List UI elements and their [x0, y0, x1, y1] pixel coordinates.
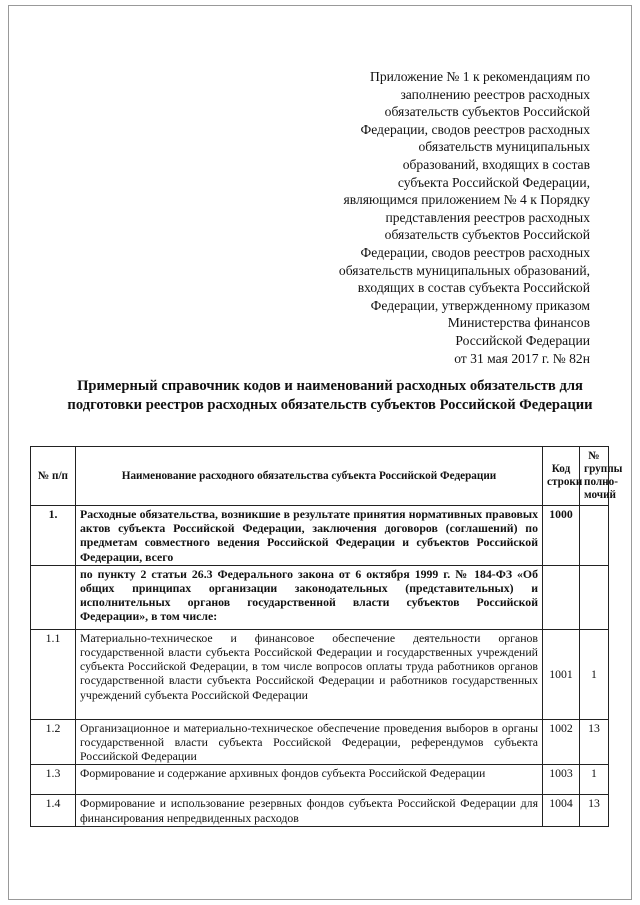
row-group: 1 [580, 765, 609, 795]
appendix-line: Федерации, сводов реестров расходных [360, 244, 590, 260]
appendix-note [300, 68, 590, 367]
row-group [580, 506, 609, 566]
row-name: по пункту 2 статьи 26.3 Федерального закона от 6 октября 1999 г. № 184-ФЗ «Об общих принципах организации законодательных (представительных) и исполнительных органов государственной власти субъектов Российской Федерации», в том числе: [76, 565, 543, 629]
appendix-line: Российской Федерации [455, 332, 590, 348]
row-code [543, 565, 580, 629]
row-name: Формирование и содержание архивных фондов субъекта Российской Федерации [76, 765, 543, 795]
row-code: 1000 [543, 506, 580, 566]
appendix-line: обязательств муниципальных образований, [338, 262, 590, 278]
appendix-line: субъекта Российской Федерации, [397, 174, 590, 190]
row-num: 1. [31, 506, 76, 566]
appendix-line: Федерации, утвержденному приказом [370, 297, 590, 313]
row-group: 13 [580, 795, 609, 826]
table-row [31, 765, 609, 795]
table-row [31, 795, 609, 826]
header-code: Код строки [543, 447, 580, 506]
header-num: № п/п [31, 447, 76, 506]
appendix-line: представления реестров расходных [385, 209, 590, 225]
header-name: Наименование расходного обязательства субъекта Российской Федерации [76, 447, 543, 506]
row-name: Организационное и материально-техническое обеспечение проведения выборов в органы государственной власти субъекта Российской Федерации, референдумов субъекта Российской Федерации [76, 719, 543, 765]
table-header-row [31, 447, 609, 506]
appendix-line: от 31 мая 2017 г. № 82н [454, 350, 590, 366]
appendix-line: обязательств муниципальных [418, 139, 590, 155]
row-num [31, 565, 76, 629]
appendix-line: Федерации, сводов реестров расходных [360, 121, 590, 137]
header-group: № группы полно-мочий [580, 447, 609, 506]
appendix-line: являющимся приложением № 4 к Порядку [343, 192, 590, 208]
row-code: 1001 [543, 629, 580, 719]
row-name: Материально-техническое и финансовое обеспечение деятельности органов государственной власти субъекта Российской Федерации и государственных учреждений субъекта Российской Федерации, в том числе вопросов оплаты труда работников органов государственной власти субъекта Российской Федерации и работников государственных учреждений субъекта Российской Федерации [76, 629, 543, 719]
appendix-line: входящих в состав субъекта Российской [357, 280, 590, 296]
appendix-line: обязательств субъектов Российской [384, 227, 590, 243]
row-code: 1004 [543, 795, 580, 826]
row-num: 1.4 [31, 795, 76, 826]
row-group: 1 [580, 629, 609, 719]
codes-table [30, 446, 623, 827]
row-group: 13 [580, 719, 609, 765]
table-row [31, 719, 609, 765]
row-group [580, 565, 609, 629]
row-num: 1.2 [31, 719, 76, 765]
row-code: 1002 [543, 719, 580, 765]
row-code: 1003 [543, 765, 580, 795]
appendix-line: образований, входящих в состав [402, 156, 590, 172]
row-num: 1.3 [31, 765, 76, 795]
row-name: Расходные обязательства, возникшие в результате принятия нормативных правовых актов субъекта Российской Федерации, заключения договоров (соглашений) по предметам совместного ведения Российской Федерации и субъектов Российской Федерации, всего [76, 506, 543, 566]
appendix-line: заполнению реестров расходных [400, 86, 590, 102]
table-row [31, 629, 609, 719]
appendix-line: Приложение № 1 к рекомендациям по [370, 69, 590, 84]
appendix-line: Министерства финансов [447, 315, 590, 331]
document-title: Примерный справочник кодов и наименований расходных обязательств для подготовки реестров расходных обязательств субъектов Российской Федерации [67, 378, 593, 413]
table-row [31, 565, 609, 629]
row-name: Формирование и использование резервных фондов субъекта Российской Федерации для финансирования непредвиденных расходов [76, 795, 543, 826]
table-row [31, 506, 609, 566]
row-num: 1.1 [31, 629, 76, 719]
appendix-line: обязательств субъектов Российской [384, 104, 590, 120]
